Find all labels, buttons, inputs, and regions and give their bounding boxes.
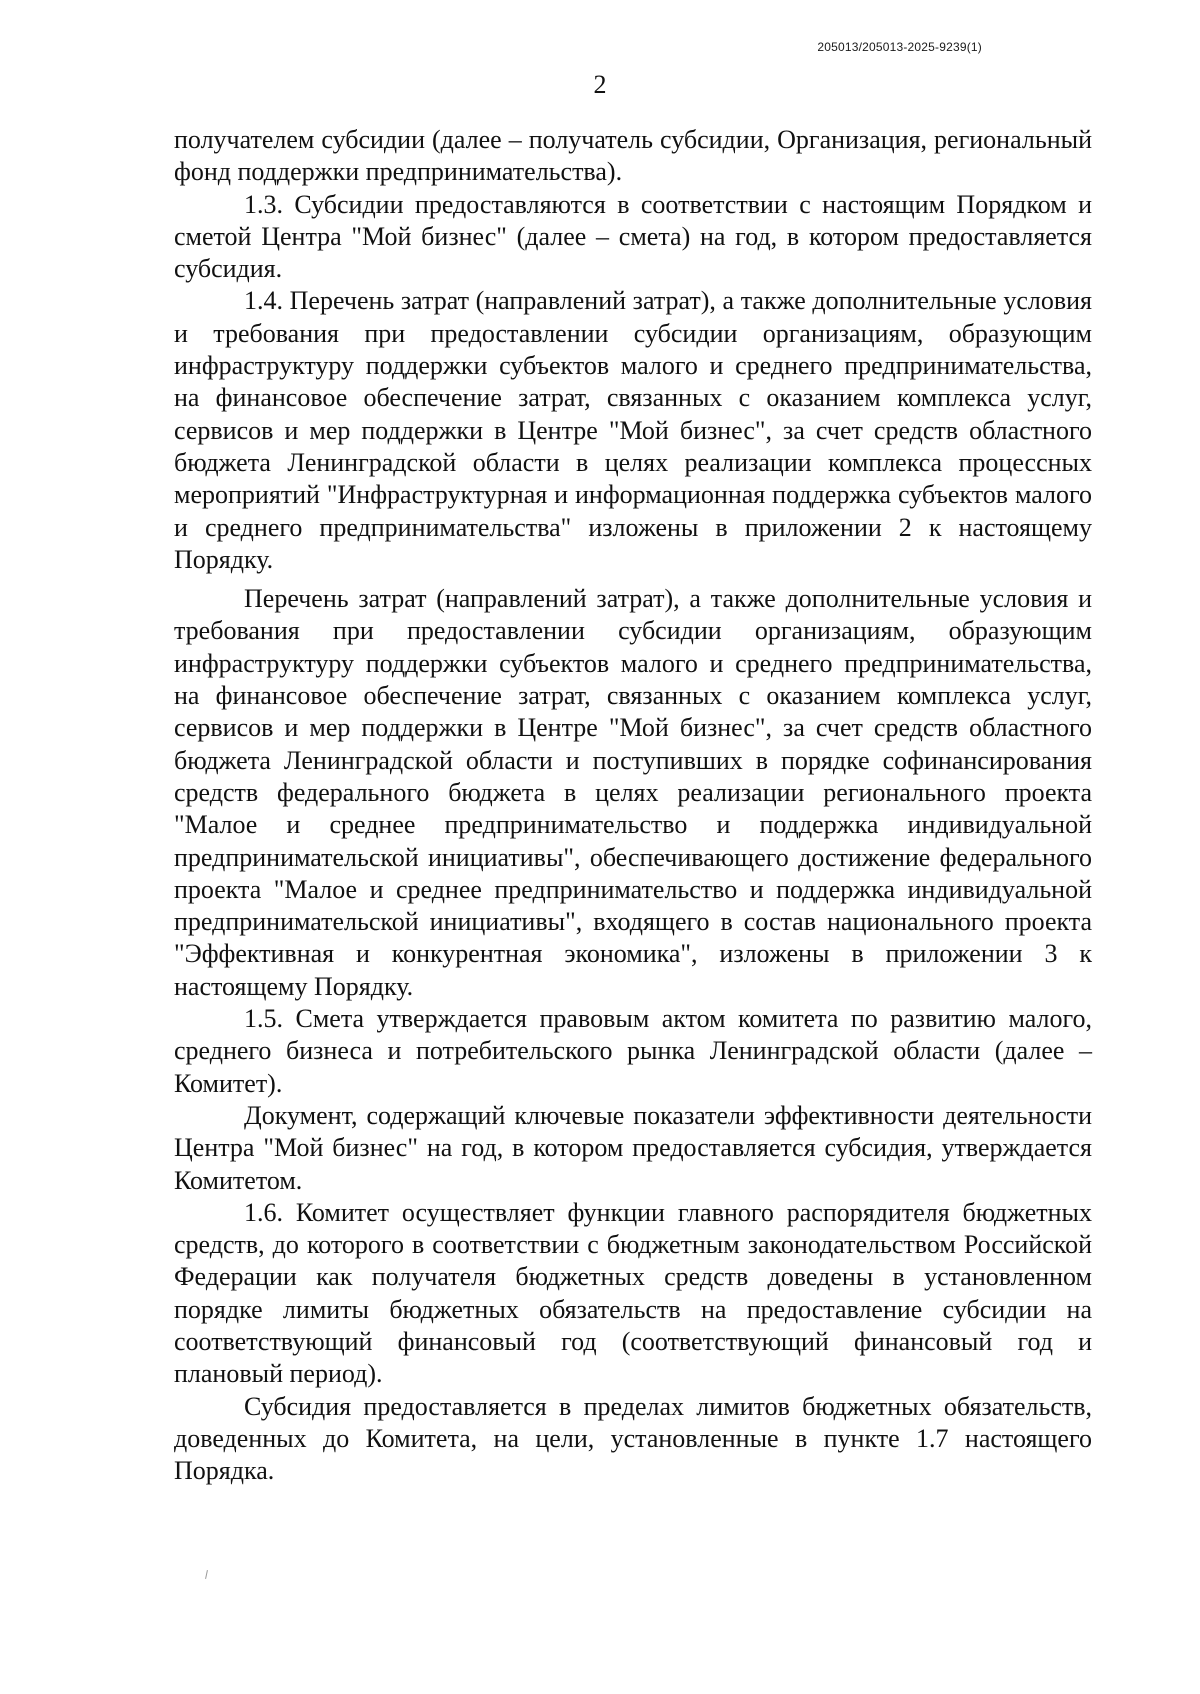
page-number: 2 bbox=[593, 70, 607, 99]
paragraph-1-6-limits: Субсидия предоставляется в пределах лимитов бюджетных обязательств, доведенных до Комитета, на цели, установленные в пункте 1.7 настоящего Порядка. bbox=[174, 1391, 1092, 1486]
paragraph-1-4-federal: Перечень затрат (направлений затрат), а также дополнительные условия и требования при предоставлении субсидии организациям, образующим инфраструктуру поддержки субъектов малого и среднего предпринимательства, на финансовое обеспечение затрат, связанных с оказанием комплекса услуг, сервисов и мер поддержки в Центре "Мой бизнес", за счет средств областного бюджета Ленинградской области и поступивших в порядке софинансирования средств федерального бюджета в целях реализации регионального проекта "Малое и среднее предпринимательство и поддержка индивидуальной предпринимательской инициативы", обеспечивающего достижение федерального проекта "Малое и среднее предпринимательство и поддержка индивидуальной предпринимательской инициативы", входящего в состав национального проекта "Эффективная и конкурентная экономика", изложены в приложении 3 к настоящему Порядку. bbox=[174, 584, 1092, 1001]
scan-artifact bbox=[205, 1570, 208, 1579]
paragraph-1-5-indicators: Документ, содержащий ключевые показатели эффективности деятельности Центра "Мой бизнес" на год, в котором предоставляется субсидия, утверждается Комитетом. bbox=[174, 1100, 1092, 1195]
document-body bbox=[174, 124, 1092, 1487]
paragraph-1-3: 1.3. Субсидии предоставляются в соответствии с настоящим Порядком и сметой Центра "Мой бизнес" (далее – смета) на год, в котором предоставляется субсидия. bbox=[174, 189, 1092, 284]
document-id: 205013/205013-2025-9239(1) bbox=[817, 40, 982, 54]
paragraph-recipient-continuation: получателем субсидии (далее – получатель субсидии, Организация, региональный фонд поддержки предпринимательства). bbox=[174, 125, 1092, 187]
paragraph-1-6: 1.6. Комитет осуществляет функции главного распорядителя бюджетных средств, до которого в соответствии с бюджетным законодательством Российской Федерации как получателя бюджетных средств доведены в установленном порядке лимиты бюджетных обязательств на предоставление субсидии на соответствующий финансовый год (соответствующий финансовый год и плановый период). bbox=[174, 1197, 1092, 1389]
paragraph-1-4: 1.4. Перечень затрат (направлений затрат), а также дополнительные условия и требования при предоставлении субсидии организациям, образующим инфраструктуру поддержки субъектов малого и среднего предпринимательства, на финансовое обеспечение затрат, связанных с оказанием комплекса услуг, сервисов и мер поддержки в Центре "Мой бизнес", за счет средств областного бюджета Ленинградской области в целях реализации комплекса процессных мероприятий "Инфраструктурная и информационная поддержка субъектов малого и среднего предпринимательства" изложены в приложении 2 к настоящему Порядку. bbox=[174, 286, 1092, 574]
paragraph-1-5: 1.5. Смета утверждается правовым актом комитета по развитию малого, среднего бизнеса и потребительского рынка Ленинградской области (далее – Комитет). bbox=[174, 1004, 1092, 1098]
